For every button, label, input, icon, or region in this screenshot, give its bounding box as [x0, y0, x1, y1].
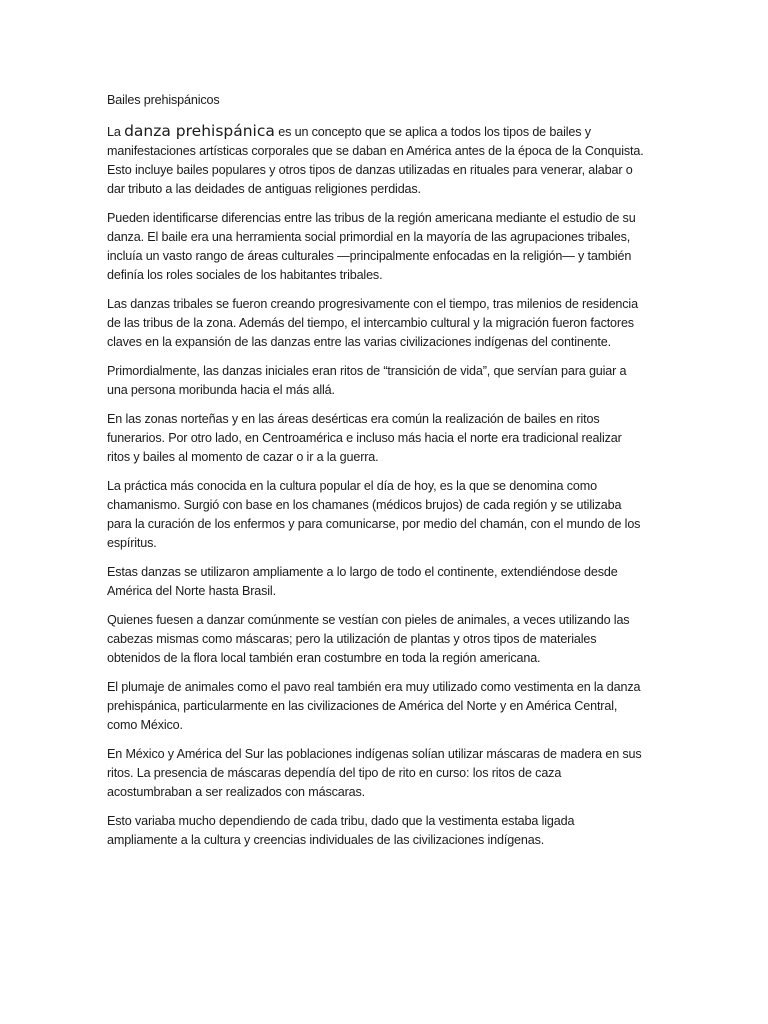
paragraph-5: La práctica más conocida en la cultura popular el día de hoy, es la que se denomina como chamanismo. Surgió con base en los chamanes (médicos brujos) de cada región y se utilizaba para la curación de los enfermos y para comunicarse, por medio del chamán, con el mundo de los espíritus. [107, 479, 641, 550]
paragraph-4: En las zonas norteñas y en las áreas desérticas era común la realización de bailes en ritos funerarios. Por otro lado, en Centroamérica e incluso más hacia el norte era tradicional realizar ritos y bailes al momento de cazar o ir a la guerra. [107, 412, 622, 464]
paragraph-8: El plumaje de animales como el pavo real también era muy utilizado como vestimenta en la danza prehispánica, particularmente en las civilizaciones de América del Norte y en América Central, como México. [107, 680, 641, 732]
intro-prefix: La [107, 125, 125, 139]
paragraph-2: Las danzas tribales se fueron creando progresivamente con el tiempo, tras milenios de residencia de las tribus de la zona. Además del tiempo, el intercambio cultural y la migración fueron factores claves en la expansión de las danzas entre las varias civilizaciones indígenas del continente. [107, 297, 638, 349]
paragraph-7: Quienes fuesen a danzar comúnmente se vestían con pieles de animales, a veces utilizando las cabezas mismas como máscaras; pero la utilización de plantas y otros tipos de materiales obtenidos de la flora local también eran costumbre en toda la región americana. [107, 613, 630, 665]
paragraph-3: Primordialmente, las danzas iniciales eran ritos de “transición de vida”, que servían para guiar a una persona moribunda hacia el más allá. [107, 364, 627, 397]
paragraph-6: Estas danzas se utilizaron ampliamente a lo largo de todo el continente, extendiéndose desde América del Norte hasta Brasil. [107, 565, 618, 598]
intro-highlight-term: danza prehispánica [124, 122, 275, 140]
document-page [107, 91, 647, 860]
document-title: Bailes prehispánicos [107, 93, 220, 107]
intro-rest: es un concepto que se aplica a todos los tipos de bailes y manifestaciones artísticas corporales que se daban en América antes de la época de la Conquista. Esto incluye bailes populares y otros tipos de danzas utilizadas en rituales para venerar, alabar o dar tributo a las deidades de antiguas religiones perdidas. [107, 125, 644, 196]
paragraph-1: Pueden identificarse diferencias entre las tribus de la región americana mediante el estudio de su danza. El baile era una herramienta social primordial en la mayoría de las agrupaciones tribales, incluía un vasto rango de áreas culturales —principalmente enfocadas en la religión— y también definía los roles sociales de los habitantes tribales. [107, 211, 636, 282]
paragraph-9: En México y América del Sur las poblaciones indígenas solían utilizar máscaras de madera en sus ritos. La presencia de máscaras dependía del tipo de rito en curso: los ritos de caza acostumbraban a ser realizados con máscaras. [107, 747, 642, 799]
intro-paragraph [107, 122, 647, 199]
paragraph-10: Esto variaba mucho dependiendo de cada tribu, dado que la vestimenta estaba ligada ampliamente a la cultura y creencias individuales de las civilizaciones indígenas. [107, 814, 575, 847]
